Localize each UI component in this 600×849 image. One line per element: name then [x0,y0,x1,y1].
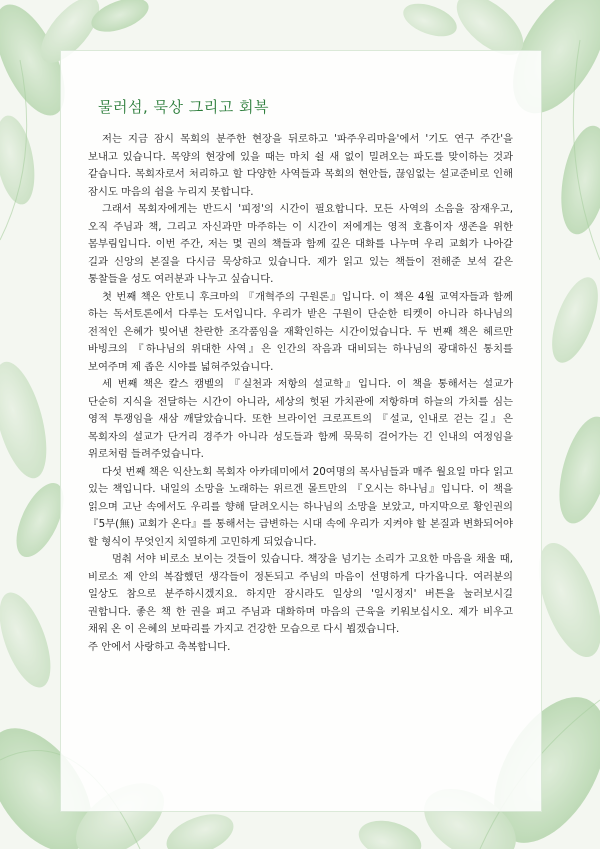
paragraph: 첫 번째 책은 안토니 후크마의 『개혁주의 구원론』입니다. 이 책은 4월 교역자들과 함께 하는 독서토론에서 다루는 도서입니다. 우리가 받은 구원이 단순한 티켓이 아니라 하나님의 전적인 은혜가 빚어낸 찬란한 조각품임을 재확인하는 시간이었습니다. 두 번째 책은 헤르만 바빙크의 『하나님의 위대한 사역』은 인간의 작음과 대비되는 하나님의 광대하신 통치를 보여주며 제 좁은 시야를 넓혀주었습니다. [88,290,513,373]
article [88,96,513,656]
article-title: 물러섬, 묵상 그리고 회복 [98,98,269,116]
paragraph: 그래서 목회자에게는 반드시 '피정'의 시간이 필요합니다. 모든 사역의 소음을 잠재우고, 오직 주님과 책, 그리고 자신과만 마주하는 이 시간이 저에게는 영적 호흡이자 생존을 위한 몸부림입니다. 이번 주간, 저는 몇 권의 책들과 함께 깊은 대화를 나누며 우리 교회가 나아갈 길과 신앙의 본질을 다시금 묵상하고 있습니다. 제가 읽고 있는 책들이 전해준 보석 같은 통찰들을 성도 여러분과 나누고 싶습니다. [88,203,513,285]
paragraph: 세 번째 책은 칼스 캠벨의 『실천과 저항의 설교학』입니다. 이 책을 통해서는 설교가 단순히 지식을 전달하는 시간이 아니라, 세상의 헛된 가치관에 저항하며 하늘의 가치를 심는 영적 투쟁임을 새삼 깨달았습니다. 또한 브라이언 크로프트의 『설교, 인내로 걷는 길』은 목회자의 설교가 단거리 경주가 아니라 성도들과 함께 묵묵히 걸어가는 긴 인내의 여정임을 위로처럼 들려주었습니다. [88,378,513,460]
paragraph: 저는 지금 잠시 목회의 분주한 현장을 뒤로하고 '파주우리마을'에서 '기도 연구 주간'을 보내고 있습니다. 목양의 현장에 있을 때는 마치 쉴 새 없이 밀려오는 파도를 맞이하는 것과 같습니다. 목회자로서 처리하고 할 다양한 사역들과 목회의 현안들, 끊임없는 설교준비로 인해 잠시도 마음의 쉼을 누리지 못합니다. [88,133,513,198]
paragraph: 다섯 번째 책은 익산노회 목회자 아카데미에서 20여명의 목사님들과 매주 월요일 마다 읽고 있는 책입니다. 내일의 소망을 노래하는 위르겐 몰트만의 『오시는 하나님』입니다. 이 책을 읽으며 고난 속에서도 우리를 향해 달려오시는 하나님의 소망을 보았고, 마지막으로 황인권의 『5무(無) 교회가 온다』를 통해서는 급변하는 시대 속에 우리가 지켜야 할 본질과 변화되어야 할 형식이 무엇인지 치열하게 고민하게 되었습니다. [88,465,513,548]
paragraph: 멈춰 서야 비로소 보이는 것들이 있습니다. 책장을 넘기는 소리가 고요한 마음을 채울 때, 비로소 제 안의 복잡했던 생각들이 정돈되고 주님의 마음이 선명하게 다가옵니다. 여러분의 일상도 참으로 분주하시겠지요. 하지만 잠시라도 일상의 '일시정지' 버튼을 눌러보시길 권합니다. 좋은 책 한 권을 펴고 주님과 대화하며 마음의 근육을 키워보십시오. 제가 비우고 채워 온 이 은혜의 보따리를 가지고 건강한 모습으로 다시 뵙겠습니다. [88,553,513,635]
article-body [88,131,513,656]
closing-line: 주 안에서 사랑하고 축복합니다. [88,640,231,653]
